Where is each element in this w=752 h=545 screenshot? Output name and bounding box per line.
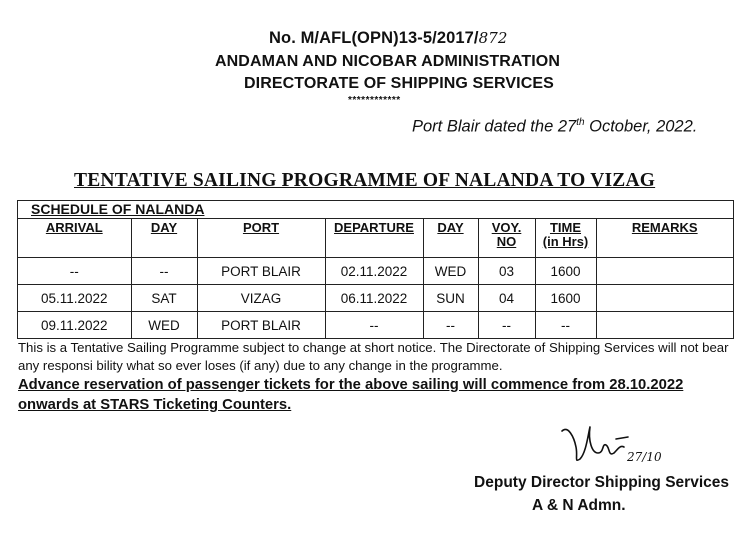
signature-date: 27/10 bbox=[627, 450, 662, 464]
table-cell: 1600 bbox=[535, 258, 596, 285]
table-cell bbox=[596, 285, 733, 312]
column-header-line: NO bbox=[496, 234, 517, 249]
table-cell: -- bbox=[18, 258, 131, 285]
table-cell: SAT bbox=[131, 285, 197, 312]
column-header bbox=[131, 219, 197, 258]
table-cell: -- bbox=[478, 312, 535, 339]
column-header bbox=[197, 219, 325, 258]
table-cell: PORT BLAIR bbox=[197, 312, 325, 339]
file-number-text: No. M/AFL(OPN)13-5/2017/ bbox=[269, 29, 479, 47]
table-cell: PORT BLAIR bbox=[197, 258, 325, 285]
signatory-organisation: A & N Admn. bbox=[532, 497, 626, 514]
table-cell: -- bbox=[131, 258, 197, 285]
dated-prefix: Port Blair dated the 27 bbox=[412, 117, 577, 136]
file-number bbox=[269, 29, 508, 48]
table-cell: 02.11.2022 bbox=[325, 258, 423, 285]
column-header-line: VOY. bbox=[491, 220, 522, 235]
table-cell: WED bbox=[131, 312, 197, 339]
table-cell: -- bbox=[423, 312, 478, 339]
column-header-line: ARRIVAL bbox=[45, 220, 103, 235]
table-cell: -- bbox=[535, 312, 596, 339]
table-cell: WED bbox=[423, 258, 478, 285]
column-header bbox=[478, 219, 535, 258]
column-header bbox=[596, 219, 733, 258]
column-header-line: TIME bbox=[549, 220, 582, 235]
table-cell: 09.11.2022 bbox=[18, 312, 131, 339]
column-header bbox=[423, 219, 478, 258]
table-cell: 03 bbox=[478, 258, 535, 285]
schedule-grid bbox=[18, 219, 733, 338]
column-header-line: DAY bbox=[150, 220, 178, 235]
directorate-heading: DIRECTORATE OF SHIPPING SERVICES bbox=[244, 75, 554, 92]
column-header-line: DAY bbox=[437, 220, 464, 235]
file-number-handwritten: 872 bbox=[478, 29, 508, 47]
document-title: TENTATIVE SAILING PROGRAMME OF NALANDA TO VIZAG bbox=[74, 170, 656, 191]
column-header-line: DEPARTURE bbox=[334, 220, 414, 235]
schedule-header-row bbox=[18, 219, 733, 258]
dated-sup: th bbox=[576, 117, 585, 128]
table-cell bbox=[596, 258, 733, 285]
table-cell: 04 bbox=[478, 285, 535, 312]
table-cell bbox=[596, 312, 733, 339]
dated-line bbox=[412, 117, 697, 137]
table-row bbox=[18, 312, 733, 339]
table-cell: 1600 bbox=[535, 285, 596, 312]
column-header-line: (in Hrs) bbox=[542, 234, 589, 249]
disclaimer-text: This is a Tentative Sailing Programme subject to change at short notice. The Directorate of Shipping Services will not bear any responsi bility what so ever loses (if any) due to any change in the programme. bbox=[18, 340, 729, 373]
column-header bbox=[18, 219, 131, 258]
column-header bbox=[535, 219, 596, 258]
table-cell: 06.11.2022 bbox=[325, 285, 423, 312]
schedule-caption: SCHEDULE OF NALANDA bbox=[18, 201, 733, 219]
table-cell: -- bbox=[325, 312, 423, 339]
dated-suffix: October, 2022. bbox=[584, 117, 698, 136]
table-row bbox=[18, 285, 733, 312]
column-header-line: PORT bbox=[242, 220, 280, 235]
schedule-table bbox=[17, 200, 734, 339]
administration-heading: ANDAMAN AND NICOBAR ADMINISTRATION bbox=[215, 53, 561, 70]
table-cell: 05.11.2022 bbox=[18, 285, 131, 312]
reservation-notice: Advance reservation of passenger tickets for the above sailing will commence from 28.10.2022 onwards at STARS Ticketing Counters. bbox=[18, 377, 684, 413]
table-cell: SUN bbox=[423, 285, 478, 312]
table-cell: VIZAG bbox=[197, 285, 325, 312]
column-header-line: REMARKS bbox=[631, 220, 698, 235]
header-separator: ************ bbox=[348, 95, 401, 106]
signature-icon bbox=[558, 423, 638, 471]
column-header bbox=[325, 219, 423, 258]
table-row bbox=[18, 258, 733, 285]
signatory-designation: Deputy Director Shipping Services bbox=[474, 474, 729, 491]
